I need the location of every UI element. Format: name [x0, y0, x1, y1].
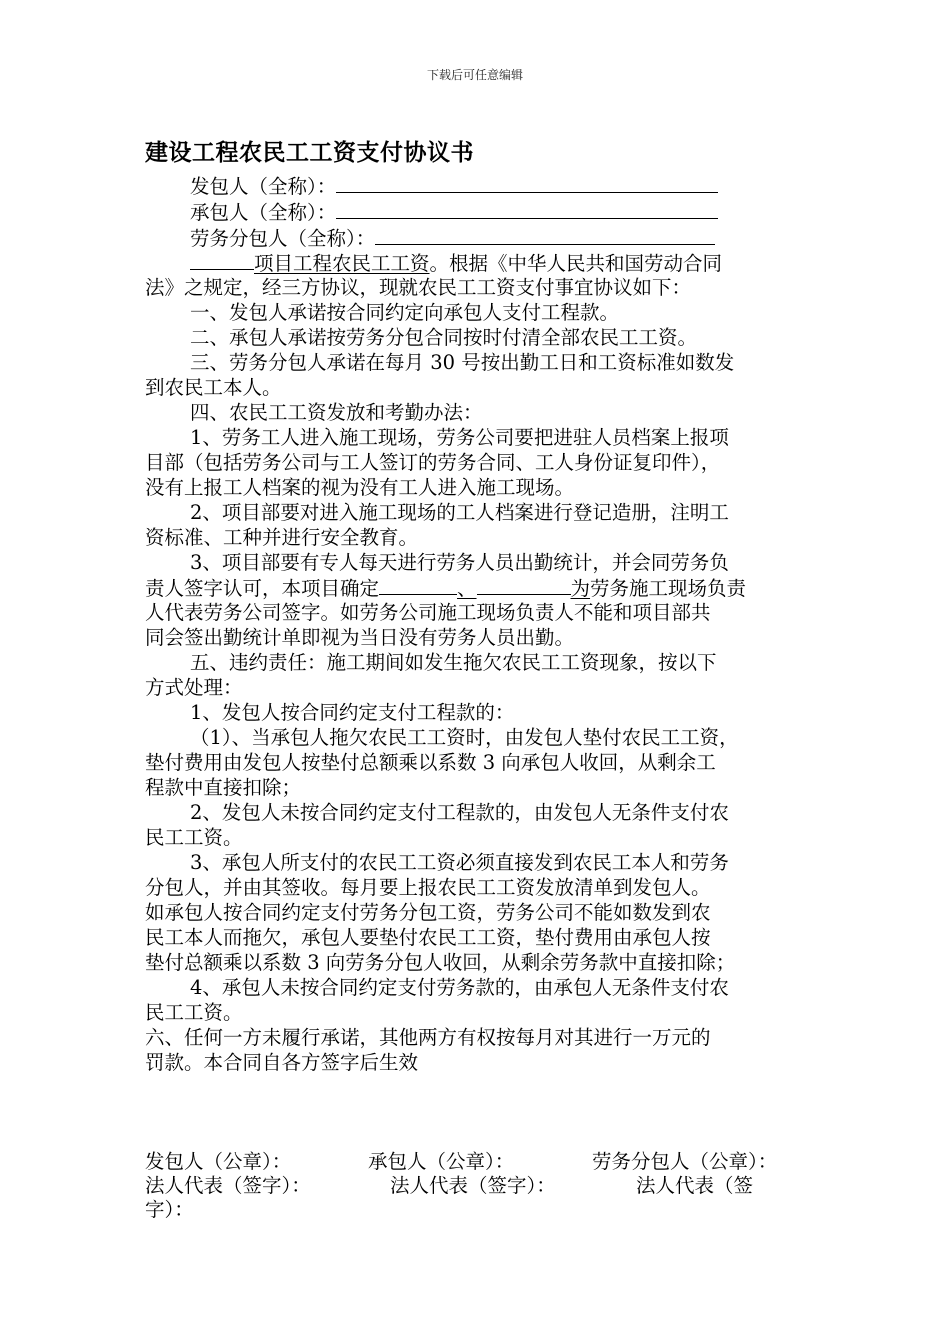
contractor-label: 承包人（全称）： [190, 201, 337, 224]
intro-underlined: 项目工程农民工工资 [254, 252, 430, 275]
clause-4-3-line-4: 同会签出勤统计单即视为当日没有劳务人员出勤。 [145, 626, 575, 649]
clause-4-1-line-2: 目部（包括劳务公司与工人签订的劳务合同、工人身份证复印件）， [145, 451, 721, 474]
clause-4-3-sep: 、 [457, 577, 477, 600]
clause-4-1-line-3: 没有上报工人档案的视为没有工人进入施工现场。 [145, 476, 575, 499]
clause-4-3-line-2 [145, 576, 825, 601]
legal-rep-signature-3-cont: 字）： [145, 1198, 194, 1221]
site-lead-blank-1[interactable] [379, 576, 457, 595]
clause-4-3-text-d: 劳务施工现场负责 [590, 577, 747, 600]
clause-6-line-1: 六、任何一方未履行承诺，其他两方有权按每月对其进行一万元的 [145, 1026, 711, 1049]
site-lead-blank-2[interactable] [477, 576, 571, 595]
clause-5-3-line-3: 如承包人按合同约定支付劳务分包工资，劳务公司不能如数发到农 [145, 901, 711, 924]
clause-5-4-line-1: 4、承包人未按合同约定支付劳务款的，由承包人无条件支付农 [190, 976, 729, 999]
intro-rest: 。根据《中华人民共和国劳动合同 [429, 252, 723, 275]
project-blank[interactable] [190, 251, 254, 270]
clause-5-1a-line-2: 垫付费用由发包人按垫付总额乘以系数 3 向承包人收回，从剩余工 [145, 751, 716, 774]
legal-rep-signature-1: 法人代表（签字）： [145, 1174, 311, 1197]
intro-line-1 [190, 251, 870, 276]
clause-5-1a-line-3: 程款中直接扣除； [145, 776, 302, 799]
labor-sub-blank[interactable] [375, 226, 715, 245]
clause-4: 四、农民工工资发放和考勤办法： [190, 401, 483, 424]
clause-5-3-line-4: 民工本人而拖欠，承包人要垫付农民工工资，垫付费用由承包人按 [145, 926, 711, 949]
legal-rep-signature-2: 法人代表（签字）： [390, 1174, 556, 1197]
contractor-seal-label: 承包人（公章）： [368, 1150, 515, 1173]
legal-rep-signature-3: 法人代表（签 [636, 1174, 754, 1197]
employer-label: 发包人（全称）： [190, 175, 337, 198]
clause-4-3-line-3: 人代表劳务公司签字。如劳务公司施工现场负责人不能和项目部共 [145, 601, 711, 624]
clause-5-1a-line-1: （1）、当承包人拖欠农民工工资时，由发包人垫付农民工工资， [190, 726, 739, 749]
clause-2: 二、承包人承诺按劳务分包合同按时付清全部农民工工资。 [190, 326, 698, 349]
employer-field [190, 174, 870, 199]
intro-line-2: 法》之规定，经三方协议，现就农民工工资支付事宜协议如下： [145, 276, 692, 299]
labor-sub-label: 劳务分包人（全称）： [190, 227, 376, 250]
employer-blank[interactable] [336, 174, 718, 193]
labor-sub-seal-label: 劳务分包人（公章）： [592, 1150, 778, 1173]
clause-6-line-2: 罚款。本合同自各方签字后生效 [145, 1051, 419, 1074]
clause-3-line-2: 到农民工本人。 [145, 376, 282, 399]
clause-3-line-1: 三、劳务分包人承诺在每月 30 号按出勤工日和工资标准如数发 [190, 351, 735, 374]
clause-5-3-line-1: 3、承包人所支付的农民工工资必须直接发到农民工本人和劳务 [190, 851, 729, 874]
labor-sub-field [190, 226, 870, 251]
clause-5-line-2: 方式处理： [145, 676, 243, 699]
clause-5-3-line-5: 垫付总额乘以系数 3 向劳务分包人收回，从剩余劳务款中直接扣除； [145, 951, 736, 974]
clause-5-1: 1、发包人按合同约定支付工程款的： [190, 701, 515, 724]
clause-5-line-1: 五、违约责任：施工期间如发生拖欠农民工工资现象，按以下 [190, 651, 717, 674]
clause-4-1-line-1: 1、劳务工人进入施工现场，劳务公司要把进驻人员档案上报项 [190, 426, 729, 449]
contractor-blank[interactable] [336, 200, 718, 219]
header-note: 下载后可任意编辑 [426, 68, 523, 82]
clause-5-2-line-2: 民工工资。 [145, 826, 243, 849]
clause-5-2-line-1: 2、发包人未按合同约定支付工程款的，由发包人无条件支付农 [190, 801, 729, 824]
document-title: 建设工程农民工工资支付协议书 [145, 139, 474, 166]
clause-5-3-line-2: 分包人，并由其签收。每月要上报农民工工资发放清单到发包人。 [145, 876, 711, 899]
clause-5-4-line-2: 民工工资。 [145, 1001, 243, 1024]
clause-4-2-line-1: 2、项目部要对进入施工现场的工人档案进行登记造册，注明工 [190, 501, 729, 524]
contractor-field [190, 200, 870, 225]
clause-4-3-wei: 为 [570, 577, 591, 600]
clause-4-2-line-2: 资标准、工种并进行安全教育。 [145, 526, 419, 549]
clause-1: 一、发包人承诺按合同约定向承包人支付工程款。 [190, 301, 620, 324]
employer-seal-label: 发包人（公章）： [145, 1150, 292, 1173]
clause-4-3-text-a: 责人签字认可，本项目确定 [145, 577, 380, 600]
clause-4-3-line-1: 3、项目部要有专人每天进行劳务人员出勤统计，并会同劳务负 [190, 551, 729, 574]
